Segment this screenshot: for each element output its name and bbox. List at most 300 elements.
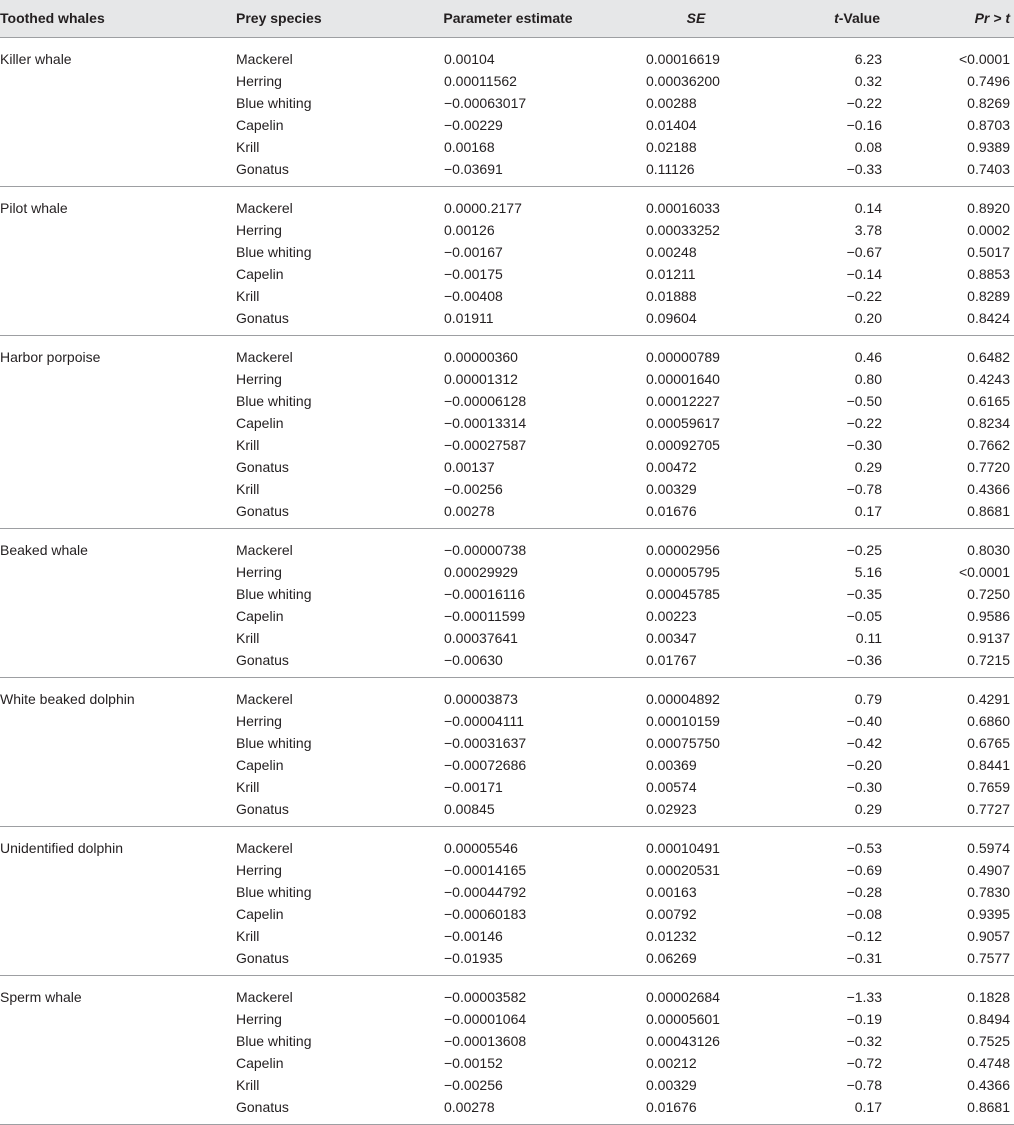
- se-cell: 0.01211: [646, 265, 696, 282]
- t-value-cell: −0.50: [846, 392, 882, 409]
- parameter-estimate-cell: −0.00072686: [444, 756, 527, 773]
- se-cell: 0.00010159: [646, 712, 720, 729]
- se-cell: 0.00059617: [646, 414, 720, 431]
- empty-whale-cell: [0, 649, 228, 678]
- parameter-estimate-cell: −0.03691: [406, 158, 606, 187]
- parameter-estimate-cell: 0.00126: [444, 221, 495, 238]
- table-row: [0, 710, 1014, 732]
- pr-gt-t-cell: 0.8424: [884, 307, 1014, 336]
- empty-whale-cell: [0, 390, 228, 412]
- parameter-estimate-cell: −0.00256: [444, 1076, 503, 1093]
- t-value-cell: −0.53: [846, 839, 882, 856]
- prey-species-cell: Blue whiting: [236, 585, 312, 602]
- toothed-whale-cell: Killer whale: [0, 50, 72, 67]
- t-value-cell: −0.36: [782, 649, 884, 678]
- pr-gt-t-cell: 0.9137: [967, 629, 1010, 646]
- table-row: [0, 903, 1014, 925]
- pr-gt-t-cell: 0.7496: [967, 72, 1010, 89]
- se-cell: 0.00036200: [646, 72, 720, 89]
- t-value-cell: −0.40: [846, 712, 882, 729]
- t-value-cell: −0.32: [846, 1032, 882, 1049]
- header-se-label: SE: [686, 10, 706, 27]
- parameter-estimate-cell: 0.00278: [406, 1096, 606, 1125]
- prey-species-cell: Krill: [236, 927, 260, 944]
- pr-gt-t-cell: 0.7525: [967, 1032, 1010, 1049]
- se-cell: 0.00016033: [646, 199, 720, 216]
- table-body: [0, 37, 1014, 1124]
- toothed-whale-cell: Beaked whale: [0, 541, 88, 558]
- parameter-estimate-cell: −0.00060183: [444, 905, 527, 922]
- t-value-cell: 0.46: [854, 348, 882, 365]
- table-row: [0, 881, 1014, 903]
- empty-whale-cell: [0, 307, 228, 336]
- se-cell: 0.00574: [646, 778, 697, 795]
- header-toothed-whales: Toothed whales: [0, 0, 228, 37]
- table-row: [0, 241, 1014, 263]
- se-cell: 0.00010491: [646, 839, 720, 856]
- pr-gt-t-cell: 0.6765: [967, 734, 1010, 751]
- t-value-cell: 0.29: [854, 458, 882, 475]
- se-cell: 0.06269: [606, 947, 782, 976]
- header-pr-gt-t: [884, 0, 1014, 37]
- t-value-cell: −0.12: [846, 927, 882, 944]
- prey-species-cell: Capelin: [236, 756, 284, 773]
- prey-species-cell: Capelin: [236, 1054, 284, 1071]
- pr-gt-t-cell: 0.7720: [967, 458, 1010, 475]
- pr-gt-t-cell: 0.8920: [967, 199, 1010, 216]
- pr-gt-t-cell: 0.0002: [967, 221, 1010, 238]
- empty-whale-cell: [0, 285, 228, 307]
- header-parameter-estimate: Parameter estimate: [406, 0, 606, 37]
- parameter-estimate-cell: −0.00013314: [444, 414, 527, 431]
- empty-whale-cell: [0, 1008, 228, 1030]
- parameter-estimate-cell: −0.00171: [444, 778, 503, 795]
- prey-species-cell: Gonatus: [228, 649, 406, 678]
- prey-species-cell: Mackerel: [236, 839, 293, 856]
- prey-species-cell: Herring: [236, 370, 282, 387]
- parameter-estimate-cell: −0.01935: [406, 947, 606, 976]
- prey-species-cell: Krill: [236, 287, 260, 304]
- se-cell: 0.00223: [646, 607, 697, 624]
- table-row: [0, 307, 1014, 336]
- t-value-cell: −0.14: [846, 265, 882, 282]
- se-cell: 0.00248: [646, 243, 697, 260]
- prey-species-cell: Gonatus: [228, 1096, 406, 1125]
- prey-species-cell: Krill: [236, 778, 260, 795]
- empty-whale-cell: [0, 1074, 228, 1096]
- prey-species-cell: Capelin: [236, 905, 284, 922]
- se-cell: 0.00092705: [646, 436, 720, 453]
- prey-species-cell: Blue whiting: [236, 1032, 312, 1049]
- prey-species-cell: Capelin: [236, 116, 284, 133]
- parameter-estimate-cell: 0.00037641: [444, 629, 518, 646]
- pr-gt-t-cell: 0.8681: [884, 1096, 1014, 1125]
- pr-gt-t-cell: 0.7662: [967, 436, 1010, 453]
- prey-species-cell: Krill: [236, 138, 260, 155]
- table-row: [0, 583, 1014, 605]
- parameter-estimate-cell: 0.00278: [406, 500, 606, 529]
- table-row: [0, 263, 1014, 285]
- se-cell: 0.01232: [646, 927, 697, 944]
- parameter-estimate-cell: −0.00229: [444, 116, 503, 133]
- table-row: [0, 219, 1014, 241]
- parameter-estimate-cell: 0.01911: [406, 307, 606, 336]
- table-row: [0, 412, 1014, 434]
- empty-whale-cell: [0, 903, 228, 925]
- parameter-estimate-cell: −0.00152: [444, 1054, 503, 1071]
- table-row: [0, 114, 1014, 136]
- se-cell: 0.00002684: [646, 988, 720, 1005]
- pr-gt-t-cell: 0.1828: [967, 988, 1010, 1005]
- prey-species-cell: Mackerel: [236, 199, 293, 216]
- empty-whale-cell: [0, 605, 228, 627]
- pr-gt-t-cell: 0.6860: [967, 712, 1010, 729]
- parameter-estimate-cell: −0.00031637: [444, 734, 527, 751]
- t-value-cell: −0.25: [846, 541, 882, 558]
- se-cell: 0.00075750: [646, 734, 720, 751]
- parameter-estimate-cell: −0.00167: [444, 243, 503, 260]
- prey-species-cell: Gonatus: [228, 798, 406, 827]
- se-cell: 0.00329: [646, 480, 697, 497]
- pr-gt-t-cell: 0.8853: [967, 265, 1010, 282]
- se-cell: 0.00020531: [646, 861, 720, 878]
- prey-species-cell: Blue whiting: [236, 734, 312, 751]
- parameter-estimate-cell: −0.00013608: [444, 1032, 527, 1049]
- toothed-whale-cell: Unidentified dolphin: [0, 839, 123, 856]
- table-row: [0, 1030, 1014, 1052]
- se-cell: 0.00163: [646, 883, 697, 900]
- parameter-estimate-cell: −0.00256: [444, 480, 503, 497]
- table-row: [0, 500, 1014, 529]
- table-row: [0, 70, 1014, 92]
- header-pr-label: Pr > t: [974, 10, 1010, 27]
- pr-gt-t-cell: 0.4366: [967, 1076, 1010, 1093]
- pr-gt-t-cell: 0.5974: [967, 839, 1010, 856]
- parameter-estimate-cell: −0.00011599: [444, 607, 526, 624]
- table-row: [0, 649, 1014, 678]
- toothed-whale-cell: Sperm whale: [0, 988, 82, 1005]
- parameter-estimate-cell: 0.00005546: [444, 839, 518, 856]
- prey-species-cell: Herring: [236, 712, 282, 729]
- pr-gt-t-cell: 0.8494: [967, 1010, 1010, 1027]
- toothed-whale-cell: Harbor porpoise: [0, 348, 101, 365]
- prey-species-cell: Herring: [236, 72, 282, 89]
- t-value-cell: 0.17: [782, 500, 884, 529]
- parameter-estimate-cell: 0.00845: [406, 798, 606, 827]
- prey-species-cell: Herring: [236, 861, 282, 878]
- empty-whale-cell: [0, 754, 228, 776]
- t-value-cell: −0.35: [846, 585, 882, 602]
- parameter-estimate-cell: 0.00104: [444, 50, 495, 67]
- table-row: [0, 1096, 1014, 1125]
- t-value-cell: 0.08: [854, 138, 882, 155]
- table-row: [0, 732, 1014, 754]
- se-cell: 0.00045785: [646, 585, 720, 602]
- empty-whale-cell: [0, 881, 228, 903]
- t-value-cell: 0.80: [854, 370, 882, 387]
- pr-gt-t-cell: 0.7830: [967, 883, 1010, 900]
- table-row: [0, 186, 1014, 219]
- t-value-cell: −0.30: [846, 778, 882, 795]
- table-row: [0, 158, 1014, 187]
- empty-whale-cell: [0, 947, 228, 976]
- pr-gt-t-cell: <0.0001: [959, 50, 1010, 67]
- table-row: [0, 798, 1014, 827]
- se-cell: 0.01404: [646, 116, 697, 133]
- pr-gt-t-cell: 0.9389: [967, 138, 1010, 155]
- table-row: [0, 975, 1014, 1008]
- t-value-cell: −0.20: [846, 756, 882, 773]
- table-row: [0, 1008, 1014, 1030]
- t-value-cell: −1.33: [846, 988, 882, 1005]
- parameter-estimate-cell: 0.00001312: [444, 370, 518, 387]
- se-cell: 0.00472: [646, 458, 697, 475]
- se-cell: 0.01676: [606, 1096, 782, 1125]
- table-row: [0, 92, 1014, 114]
- se-cell: 0.11126: [606, 158, 782, 187]
- t-value-cell: −0.69: [846, 861, 882, 878]
- parameter-estimate-cell: 0.00011562: [444, 72, 517, 89]
- t-value-cell: −0.78: [846, 1076, 882, 1093]
- pr-gt-t-cell: 0.7215: [884, 649, 1014, 678]
- parameter-estimate-cell: 0.00003873: [444, 690, 518, 707]
- se-cell: 0.00212: [646, 1054, 697, 1071]
- empty-whale-cell: [0, 798, 228, 827]
- empty-whale-cell: [0, 1030, 228, 1052]
- t-value-cell: −0.28: [846, 883, 882, 900]
- t-value-cell: 0.17: [782, 1096, 884, 1125]
- toothed-whale-cell: Pilot whale: [0, 199, 68, 216]
- table-row: [0, 1052, 1014, 1074]
- t-value-cell: 0.29: [782, 798, 884, 827]
- header-prey-species: Prey species: [228, 0, 406, 37]
- se-cell: 0.00792: [646, 905, 697, 922]
- se-cell: 0.00369: [646, 756, 697, 773]
- table-row: [0, 925, 1014, 947]
- t-value-cell: 0.11: [855, 629, 882, 646]
- empty-whale-cell: [0, 925, 228, 947]
- se-cell: 0.02188: [646, 138, 697, 155]
- parameter-estimate-cell: −0.00175: [444, 265, 503, 282]
- prey-species-cell: Blue whiting: [236, 94, 312, 111]
- table-row: [0, 478, 1014, 500]
- pr-gt-t-cell: 0.7577: [884, 947, 1014, 976]
- prey-species-cell: Mackerel: [236, 690, 293, 707]
- prey-species-cell: Krill: [236, 480, 260, 497]
- empty-whale-cell: [0, 1096, 228, 1125]
- parameter-estimate-cell: 0.00029929: [444, 563, 518, 580]
- empty-whale-cell: [0, 859, 228, 881]
- prey-species-cell: Mackerel: [236, 348, 293, 365]
- table-row: [0, 627, 1014, 649]
- empty-whale-cell: [0, 500, 228, 529]
- table-row: [0, 434, 1014, 456]
- parameter-estimate-cell: −0.00014165: [444, 861, 527, 878]
- parameter-estimate-cell: −0.00630: [406, 649, 606, 678]
- t-value-cell: −0.33: [782, 158, 884, 187]
- parameter-estimate-cell: −0.00027587: [444, 436, 527, 453]
- pr-gt-t-cell: 0.4243: [967, 370, 1010, 387]
- prey-species-cell: Mackerel: [236, 50, 293, 67]
- empty-whale-cell: [0, 241, 228, 263]
- pr-gt-t-cell: 0.7403: [884, 158, 1014, 187]
- prey-species-cell: Capelin: [236, 265, 284, 282]
- pr-gt-t-cell: 0.8441: [967, 756, 1010, 773]
- prey-species-cell: Herring: [236, 563, 282, 580]
- parameter-estimate-cell: −0.00006128: [444, 392, 527, 409]
- pr-gt-t-cell: 0.8681: [884, 500, 1014, 529]
- empty-whale-cell: [0, 70, 228, 92]
- se-cell: 0.00005795: [646, 563, 720, 580]
- pr-gt-t-cell: 0.6482: [967, 348, 1010, 365]
- empty-whale-cell: [0, 456, 228, 478]
- pr-gt-t-cell: 0.8703: [967, 116, 1010, 133]
- table-row: [0, 1074, 1014, 1096]
- table-row: [0, 335, 1014, 368]
- empty-whale-cell: [0, 434, 228, 456]
- empty-whale-cell: [0, 732, 228, 754]
- empty-whale-cell: [0, 92, 228, 114]
- t-value-cell: 5.16: [854, 563, 882, 580]
- pr-gt-t-cell: 0.8289: [967, 287, 1010, 304]
- prey-species-cell: Blue whiting: [236, 392, 312, 409]
- t-value-cell: −0.05: [846, 607, 882, 624]
- prey-species-cell: Krill: [236, 436, 260, 453]
- prey-species-cell: Capelin: [236, 607, 284, 624]
- se-cell: 0.00329: [646, 1076, 697, 1093]
- t-value-cell: −0.67: [846, 243, 882, 260]
- prey-species-cell: Krill: [236, 629, 260, 646]
- empty-whale-cell: [0, 1052, 228, 1074]
- table-row: [0, 754, 1014, 776]
- t-value-cell: 6.23: [854, 50, 882, 67]
- empty-whale-cell: [0, 114, 228, 136]
- table-row: [0, 947, 1014, 976]
- empty-whale-cell: [0, 561, 228, 583]
- t-value-cell: −0.30: [846, 436, 882, 453]
- pr-gt-t-cell: 0.8234: [967, 414, 1010, 431]
- parameter-estimate-cell: −0.00408: [444, 287, 503, 304]
- table-row: [0, 368, 1014, 390]
- toothed-whale-cell: White beaked dolphin: [0, 690, 135, 707]
- prey-species-cell: Herring: [236, 1010, 282, 1027]
- empty-whale-cell: [0, 263, 228, 285]
- empty-whale-cell: [0, 368, 228, 390]
- se-cell: 0.00000789: [646, 348, 720, 365]
- parameter-estimate-cell: −0.00044792: [444, 883, 527, 900]
- se-cell: 0.01676: [606, 500, 782, 529]
- se-cell: 0.00016619: [646, 50, 720, 67]
- table-row: [0, 285, 1014, 307]
- pr-gt-t-cell: 0.5017: [967, 243, 1010, 260]
- se-cell: 0.00005601: [646, 1010, 720, 1027]
- se-cell: 0.00002956: [646, 541, 720, 558]
- t-value-cell: −0.22: [846, 287, 882, 304]
- pr-gt-t-cell: 0.7250: [967, 585, 1010, 602]
- prey-species-cell: Blue whiting: [236, 243, 312, 260]
- t-value-cell: −0.19: [846, 1010, 882, 1027]
- prey-species-cell: Gonatus: [236, 458, 289, 475]
- t-value-cell: −0.42: [846, 734, 882, 751]
- prey-species-cell: Mackerel: [236, 988, 293, 1005]
- empty-whale-cell: [0, 583, 228, 605]
- empty-whale-cell: [0, 710, 228, 732]
- parameter-estimate-cell: −0.00146: [444, 927, 503, 944]
- t-value-cell: 0.32: [854, 72, 882, 89]
- table-row: [0, 776, 1014, 798]
- pr-gt-t-cell: 0.6165: [967, 392, 1010, 409]
- table-row: [0, 528, 1014, 561]
- t-value-cell: −0.78: [846, 480, 882, 497]
- empty-whale-cell: [0, 478, 228, 500]
- empty-whale-cell: [0, 136, 228, 158]
- pr-gt-t-cell: 0.8269: [967, 94, 1010, 111]
- empty-whale-cell: [0, 412, 228, 434]
- prey-species-cell: Mackerel: [236, 541, 293, 558]
- t-value-cell: −0.22: [846, 94, 882, 111]
- prey-species-cell: Gonatus: [228, 947, 406, 976]
- pr-gt-t-cell: 0.9586: [967, 607, 1010, 624]
- table-row: [0, 561, 1014, 583]
- se-cell: 0.09604: [606, 307, 782, 336]
- table-header: [0, 0, 1014, 37]
- table-row: [0, 859, 1014, 881]
- parameter-estimate-cell: 0.0000.2177: [444, 199, 522, 216]
- pr-gt-t-cell: 0.4748: [967, 1054, 1010, 1071]
- pr-gt-t-cell: 0.4291: [967, 690, 1010, 707]
- prey-species-cell: Gonatus: [228, 158, 406, 187]
- header-t-value: [782, 0, 884, 37]
- t-value-cell: 0.20: [782, 307, 884, 336]
- pr-gt-t-cell: 0.4366: [967, 480, 1010, 497]
- se-cell: 0.01767: [606, 649, 782, 678]
- se-cell: 0.00001640: [646, 370, 720, 387]
- empty-whale-cell: [0, 627, 228, 649]
- se-cell: 0.01888: [646, 287, 697, 304]
- pr-gt-t-cell: 0.7659: [967, 778, 1010, 795]
- se-cell: 0.00043126: [646, 1032, 720, 1049]
- table-row: [0, 390, 1014, 412]
- prey-species-cell: Krill: [236, 1076, 260, 1093]
- empty-whale-cell: [0, 158, 228, 187]
- pr-gt-t-cell: 0.8030: [967, 541, 1010, 558]
- table-row: [0, 677, 1014, 710]
- se-cell: 0.02923: [606, 798, 782, 827]
- parameter-estimate-cell: −0.00004111: [444, 712, 525, 729]
- parameter-estimate-cell: −0.00003582: [444, 988, 527, 1005]
- prey-species-cell: Gonatus: [228, 500, 406, 529]
- se-cell: 0.00012227: [646, 392, 720, 409]
- t-value-cell: −0.16: [846, 116, 882, 133]
- parameter-estimate-cell: −0.00001064: [444, 1010, 527, 1027]
- table-row: [0, 456, 1014, 478]
- t-value-cell: 3.78: [854, 221, 882, 238]
- parameter-estimate-cell: 0.00137: [444, 458, 495, 475]
- se-cell: 0.00004892: [646, 690, 720, 707]
- empty-whale-cell: [0, 776, 228, 798]
- table-row: [0, 37, 1014, 70]
- header-se: [606, 0, 782, 37]
- t-value-cell: 0.79: [854, 690, 882, 707]
- se-cell: 0.00347: [646, 629, 697, 646]
- pr-gt-t-cell: 0.7727: [884, 798, 1014, 827]
- parameter-estimate-cell: 0.00168: [444, 138, 495, 155]
- parameter-estimate-cell: −0.00000738: [444, 541, 527, 558]
- parameter-estimate-cell: 0.00000360: [444, 348, 518, 365]
- prey-species-cell: Blue whiting: [236, 883, 312, 900]
- pr-gt-t-cell: <0.0001: [959, 563, 1010, 580]
- t-value-cell: −0.08: [846, 905, 882, 922]
